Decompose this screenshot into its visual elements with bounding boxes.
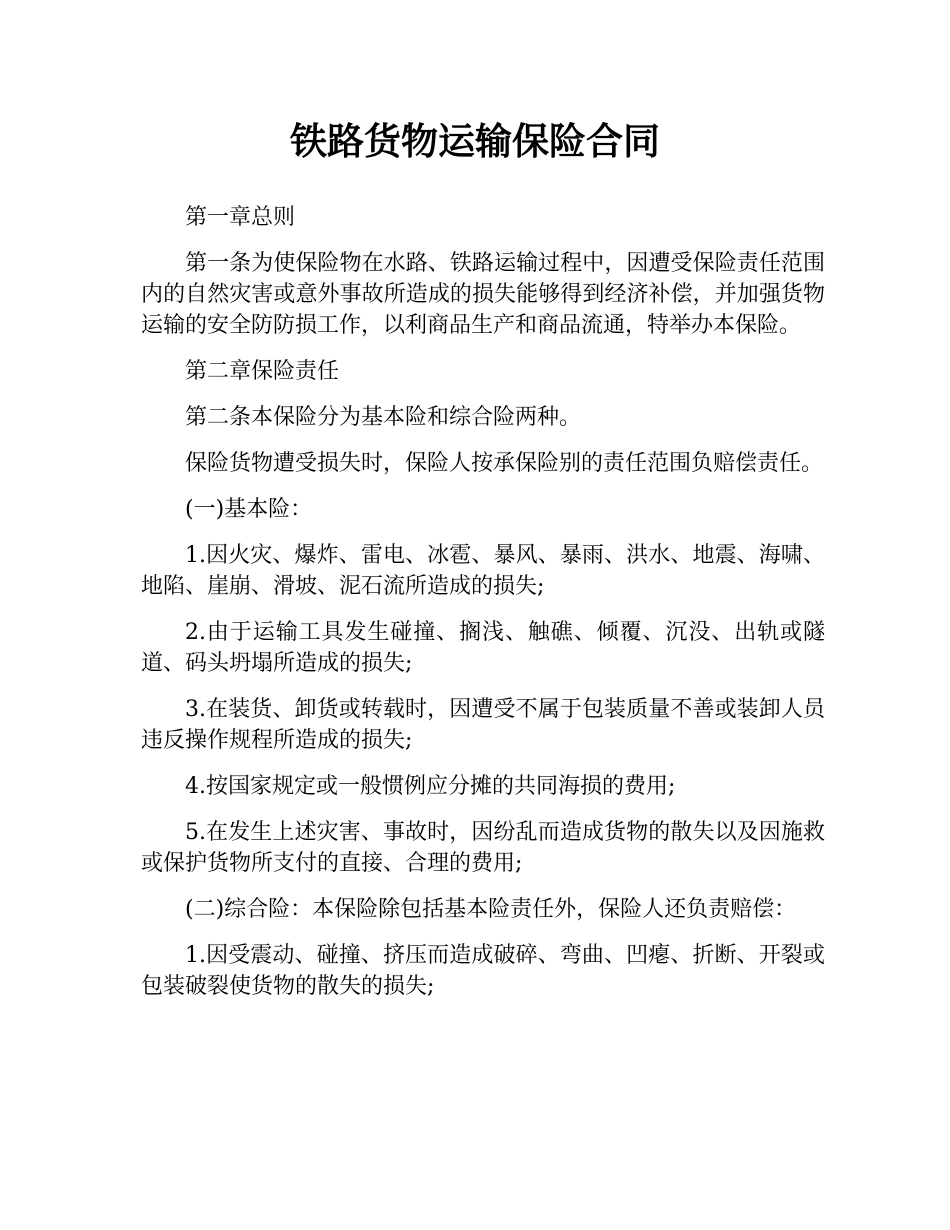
list-item: 5.在发生上述灾害、事故时，因纷乱而造成货物的散失以及因施救或保护货物所支付的直接、合理的费用; <box>141 820 825 876</box>
list-item: 1.因受震动、碰撞、挤压而造成破碎、弯曲、凹瘪、折断、开裂或包装破裂使货物的散失的损失; <box>141 943 825 999</box>
chapter-heading: 第一章总则 <box>185 205 296 230</box>
section-heading: (二)综合险：本保险除包括基本险责任外，保险人还负责赔偿： <box>185 897 797 922</box>
list-item: 1.因火灾、爆炸、雷电、冰雹、暴风、暴雨、洪水、地震、海啸、地陷、崖崩、滑坡、泥石流所造成的损失; <box>141 543 825 599</box>
article-paragraph: 保险货物遭受损失时，保险人按承保险别的责任范围负赔偿责任。 <box>185 451 824 476</box>
chapter-heading: 第二章保险责任 <box>185 359 340 384</box>
list-item: 3.在装货、卸货或转载时，因遭受不属于包装质量不善或装卸人员违反操作规程所造成的损失; <box>141 697 825 753</box>
list-item: 4.按国家规定或一般惯例应分摊的共同海损的费用; <box>185 774 676 799</box>
section-heading: (一)基本险： <box>185 497 313 522</box>
document-body <box>141 202 825 1017</box>
article-paragraph: 第二条本保险分为基本险和综合险两种。 <box>185 405 582 430</box>
list-item: 2.由于运输工具发生碰撞、搁浅、触礁、倾覆、沉没、出轨或隧道、码头坍塌所造成的损失; <box>141 620 825 676</box>
article-paragraph: 第一条为使保险物在水路、铁路运输过程中，因遭受保险责任范围内的自然灾害或意外事故所造成的损失能够得到经济补偿，并加强货物运输的安全防防损工作，以利商品生产和商品流通，特举办本保险。 <box>141 251 825 338</box>
document-title: 铁路货物运输保险合同 <box>290 120 660 163</box>
